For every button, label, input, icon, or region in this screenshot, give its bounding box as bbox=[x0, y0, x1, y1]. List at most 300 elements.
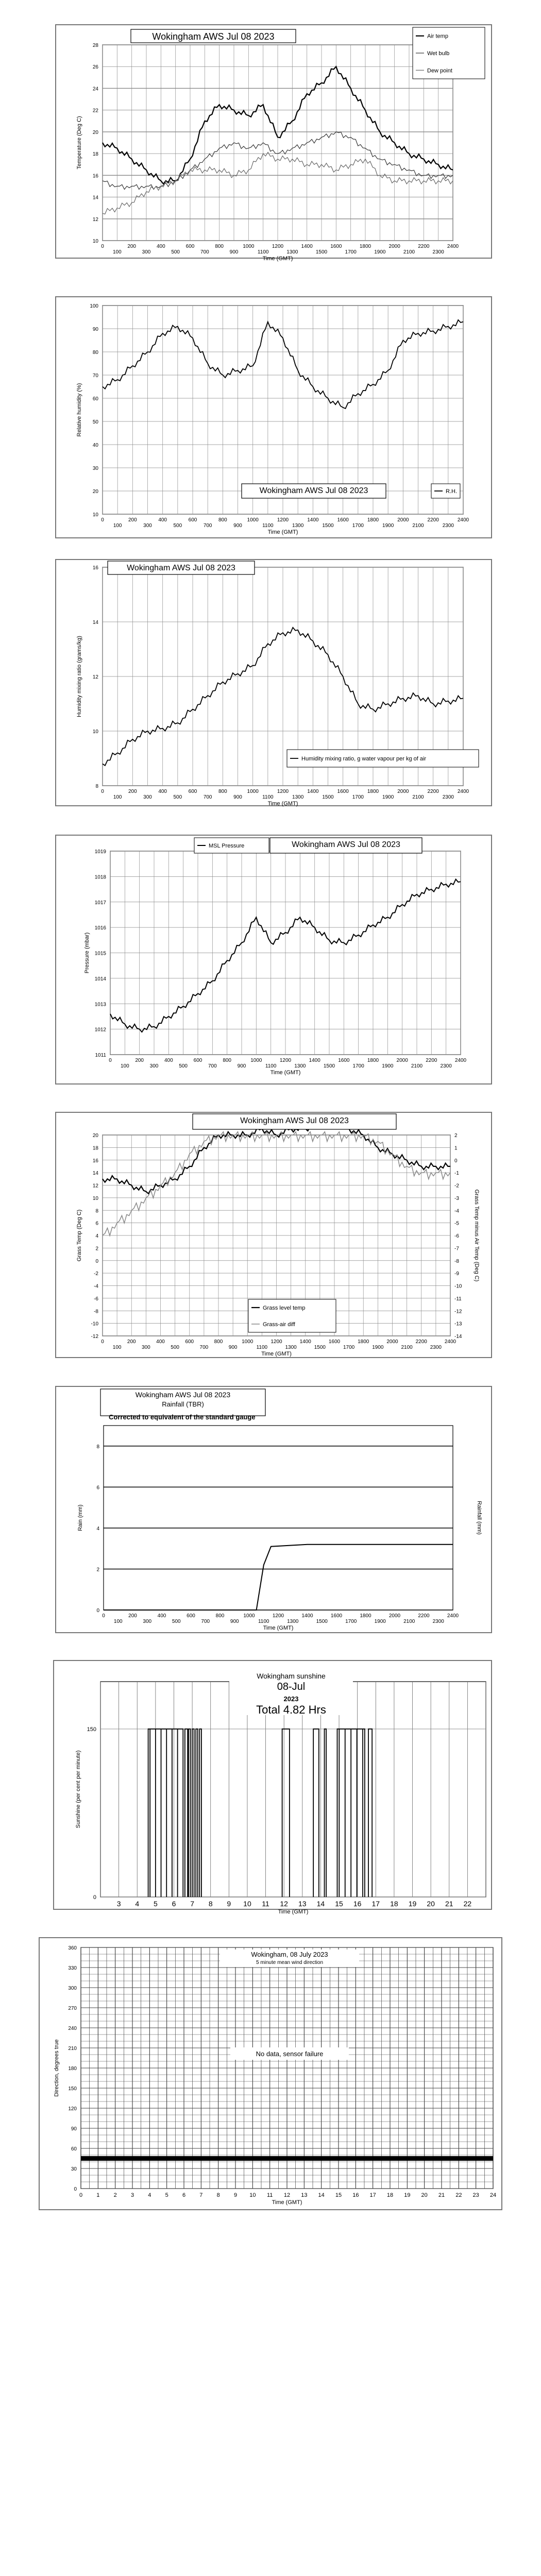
x-tick-label: 2300 bbox=[432, 1619, 444, 1624]
x-tick-label: 1200 bbox=[272, 1613, 284, 1619]
x-tick-label: 300 bbox=[143, 1619, 152, 1624]
x-tick-label: 1300 bbox=[294, 1063, 306, 1069]
x-tick-label: 17 bbox=[369, 2192, 376, 2198]
x-tick-label: 1900 bbox=[382, 794, 394, 800]
y-tick-label: 16 bbox=[92, 173, 98, 179]
y-tick-label: 12 bbox=[92, 216, 98, 223]
x-axis-label: Time (GMT) bbox=[272, 2199, 302, 2206]
chart-year: 2023 bbox=[283, 1695, 299, 1703]
x-tick-label: 1 bbox=[96, 2192, 100, 2198]
x-tick-label: 1600 bbox=[337, 517, 349, 523]
x-tick-label: 100 bbox=[112, 1345, 122, 1350]
x-tick-label: 4 bbox=[135, 1900, 140, 1908]
mixing-ratio-chart-panel bbox=[55, 559, 492, 806]
y-tick-label: 10 bbox=[92, 239, 98, 244]
x-tick-label: 900 bbox=[233, 794, 242, 800]
x-tick-label: 1800 bbox=[367, 789, 379, 794]
x-tick-label: 1300 bbox=[287, 1619, 299, 1624]
y-tick-label: 60 bbox=[71, 2146, 77, 2152]
x-tick-label: 600 bbox=[188, 789, 197, 794]
x-tick-label: 11 bbox=[266, 2192, 273, 2198]
x-tick-label: 5 bbox=[165, 2192, 168, 2198]
y-tick-label: 1011 bbox=[95, 1053, 106, 1058]
x-tick-label: 22 bbox=[455, 2192, 462, 2198]
x-tick-label: 14 bbox=[318, 2192, 325, 2198]
x-tick-label: 100 bbox=[112, 249, 122, 255]
x-tick-label: 2000 bbox=[397, 517, 409, 523]
x-axis-label: Time (GMT) bbox=[261, 1351, 292, 1357]
x-tick-label: 2300 bbox=[432, 249, 444, 255]
x-tick-label: 1500 bbox=[322, 523, 334, 529]
x-tick-label: 1300 bbox=[292, 794, 304, 800]
x-tick-label: 1400 bbox=[301, 244, 313, 249]
x-tick-label: 1700 bbox=[352, 794, 364, 800]
x-tick-label: 7 bbox=[199, 2192, 203, 2198]
y-tick-label: 14 bbox=[92, 620, 98, 625]
legend-label: Wet bulb bbox=[427, 50, 450, 57]
x-tick-label: 1200 bbox=[272, 244, 284, 249]
x-tick-label: 2000 bbox=[388, 1613, 401, 1619]
y-tick-label: 80 bbox=[92, 350, 98, 355]
x-tick-label: 1200 bbox=[270, 1339, 282, 1345]
y2-tick-label: -2 bbox=[454, 1183, 459, 1189]
y-tick-label: 20 bbox=[92, 129, 98, 135]
x-tick-label: 1500 bbox=[322, 794, 334, 800]
x-tick-label: 500 bbox=[171, 1345, 179, 1350]
x-tick-label: 500 bbox=[179, 1063, 188, 1069]
x-tick-label: 13 bbox=[301, 2192, 308, 2198]
y-tick-label: 20 bbox=[92, 1133, 98, 1139]
y-tick-label: 120 bbox=[68, 2106, 77, 2112]
x-tick-label: 100 bbox=[113, 1619, 123, 1624]
x-tick-label: 0 bbox=[101, 1339, 104, 1345]
y-tick-label: 50 bbox=[92, 419, 98, 425]
x-tick-label: 10 bbox=[249, 2192, 256, 2198]
x-tick-label: 600 bbox=[187, 1613, 195, 1619]
x-tick-label: 100 bbox=[120, 1063, 129, 1069]
y-tick-label: 10 bbox=[92, 729, 98, 735]
y-tick-label: 100 bbox=[90, 303, 98, 309]
x-tick-label: 1900 bbox=[374, 249, 386, 255]
chart-title: Wokingham sunshine bbox=[257, 1672, 326, 1680]
chart-note: No data, sensor failure bbox=[256, 2050, 324, 2058]
x-tick-label: 800 bbox=[218, 517, 227, 523]
y-tick-label: 8 bbox=[96, 1444, 99, 1450]
wind-direction-chart-panel bbox=[39, 1937, 502, 2210]
y-axis-label-right: Rainfall (mm) bbox=[476, 1501, 482, 1535]
legend-label: Humidity mixing ratio, g water vapour per kg of air bbox=[301, 756, 427, 762]
x-tick-label: 1300 bbox=[292, 523, 304, 529]
x-tick-label: 0 bbox=[101, 244, 104, 249]
x-tick-label: 9 bbox=[227, 1900, 231, 1908]
y-axis-label: Humidity mixing ratio (grams/kg) bbox=[76, 636, 82, 717]
x-tick-label: 1800 bbox=[358, 1339, 369, 1345]
x-tick-label: 2100 bbox=[403, 249, 415, 255]
x-tick-label: 2100 bbox=[411, 1063, 423, 1069]
y-tick-label: 270 bbox=[68, 2006, 77, 2011]
chart-title: Wokingham AWS Jul 08 2023 bbox=[292, 840, 400, 849]
x-tick-label: 2000 bbox=[396, 1058, 408, 1063]
y2-tick-label: -14 bbox=[454, 1334, 462, 1340]
x-tick-label: 1200 bbox=[277, 789, 289, 794]
y-axis-label: Pressure (mbar) bbox=[84, 932, 90, 974]
y-tick-label: 30 bbox=[92, 466, 98, 471]
legend-label: R.H. bbox=[446, 488, 457, 495]
x-tick-label: 6 bbox=[182, 2192, 186, 2198]
wind-direction-chart bbox=[40, 1938, 503, 2211]
y-tick-label: 240 bbox=[68, 2026, 77, 2031]
x-tick-label: 2300 bbox=[430, 1345, 442, 1350]
y2-tick-label: -13 bbox=[454, 1321, 462, 1327]
y-tick-label: 1017 bbox=[94, 900, 106, 906]
y-tick-label: 90 bbox=[71, 2126, 77, 2132]
y-tick-label: 26 bbox=[92, 64, 98, 71]
x-tick-label: 3 bbox=[116, 1900, 121, 1908]
rainfall-chart-panel bbox=[55, 1386, 492, 1633]
y-tick-label: 24 bbox=[92, 86, 98, 92]
plot-area bbox=[104, 1426, 453, 1610]
x-tick-label: 400 bbox=[157, 1613, 166, 1619]
x-tick-label: 2100 bbox=[412, 794, 424, 800]
x-tick-label: 0 bbox=[101, 789, 104, 794]
x-tick-label: 1600 bbox=[330, 1613, 343, 1619]
y-tick-label: 30 bbox=[71, 2166, 77, 2172]
x-tick-label: 18 bbox=[386, 2192, 394, 2198]
x-tick-label: 2200 bbox=[418, 1613, 430, 1619]
chart-title: Wokingham AWS Jul 08 2023 bbox=[127, 564, 235, 572]
y-tick-label: 1016 bbox=[94, 925, 106, 931]
x-tick-label: 600 bbox=[188, 517, 197, 523]
y-tick-label: 8 bbox=[95, 1208, 98, 1214]
x-tick-label: 400 bbox=[158, 517, 167, 523]
x-tick-label: 3 bbox=[130, 2192, 134, 2198]
y-tick-label: 22 bbox=[92, 108, 98, 114]
x-tick-label: 500 bbox=[172, 1619, 181, 1624]
y-axis-label: Relative humidity (%) bbox=[76, 383, 82, 437]
x-tick-label: 1900 bbox=[382, 523, 394, 529]
x-tick-label: 400 bbox=[156, 1339, 165, 1345]
x-tick-label: 200 bbox=[128, 789, 137, 794]
x-tick-label: 300 bbox=[143, 794, 152, 800]
y-tick-label: 0 bbox=[95, 1258, 98, 1264]
x-tick-label: 2200 bbox=[418, 244, 430, 249]
x-tick-label: 1600 bbox=[337, 789, 349, 794]
x-tick-label: 1700 bbox=[345, 249, 357, 255]
chart-title: Wokingham AWS Jul 08 2023 bbox=[152, 31, 275, 42]
x-tick-label: 2400 bbox=[447, 1613, 459, 1619]
y-axis-label-right: Grass Temp minus Air Temp (Deg C) bbox=[474, 1189, 480, 1282]
y-tick-label: 300 bbox=[68, 1986, 77, 1991]
x-tick-label: 1100 bbox=[262, 523, 274, 529]
x-tick-label: 1400 bbox=[301, 1613, 313, 1619]
y-axis-label: Rain (mm) bbox=[77, 1504, 83, 1531]
x-tick-label: 9 bbox=[233, 2192, 238, 2198]
x-tick-label: 1000 bbox=[243, 1613, 255, 1619]
x-tick-label: 1800 bbox=[359, 244, 371, 249]
x-tick-label: 5 bbox=[153, 1900, 158, 1908]
x-tick-label: 19 bbox=[404, 2192, 411, 2198]
x-tick-label: 1800 bbox=[367, 517, 379, 523]
x-tick-label: 800 bbox=[214, 1339, 223, 1345]
x-tick-label: 2200 bbox=[427, 517, 439, 523]
x-tick-label: 16 bbox=[353, 1900, 362, 1908]
x-tick-label: 13 bbox=[298, 1900, 307, 1908]
y-tick-label: 4 bbox=[96, 1526, 99, 1532]
y-tick-label: 1019 bbox=[94, 849, 106, 855]
x-axis-label: Time (GMT) bbox=[270, 1070, 301, 1076]
y2-tick-label: -4 bbox=[454, 1208, 459, 1214]
x-tick-label: 2100 bbox=[412, 523, 424, 529]
y-axis-label: Direction, degrees true bbox=[54, 2039, 60, 2097]
y-tick-label: 1013 bbox=[94, 1002, 106, 1008]
x-tick-label: 1300 bbox=[286, 249, 298, 255]
x-tick-label: 21 bbox=[445, 1900, 453, 1908]
x-tick-label: 19 bbox=[408, 1900, 417, 1908]
x-tick-label: 600 bbox=[185, 1339, 194, 1345]
x-tick-label: 900 bbox=[228, 1345, 238, 1350]
y-tick-label: 90 bbox=[92, 327, 98, 332]
y-tick-label: -12 bbox=[91, 1334, 98, 1340]
y-tick-label: 12 bbox=[92, 1183, 98, 1189]
x-tick-label: 18 bbox=[390, 1900, 398, 1908]
x-tick-label: 1900 bbox=[372, 1345, 384, 1350]
x-tick-label: 2200 bbox=[426, 1058, 437, 1063]
x-tick-label: 1100 bbox=[258, 1619, 269, 1624]
x-tick-label: 21 bbox=[438, 2192, 445, 2198]
y-tick-label: -6 bbox=[94, 1296, 98, 1302]
x-tick-label: 300 bbox=[143, 523, 152, 529]
y-tick-label: 6 bbox=[96, 1485, 99, 1491]
x-tick-label: 1300 bbox=[285, 1345, 297, 1350]
x-tick-label: 2400 bbox=[454, 1058, 467, 1063]
y-tick-label: 4 bbox=[95, 1233, 98, 1239]
x-tick-label: 1700 bbox=[352, 1063, 364, 1069]
y-tick-label: 150 bbox=[68, 2086, 77, 2092]
y-tick-label: 8 bbox=[95, 784, 98, 789]
x-tick-label: 800 bbox=[215, 244, 224, 249]
y-tick-label: 14 bbox=[92, 195, 98, 201]
x-tick-label: 900 bbox=[233, 523, 242, 529]
x-tick-label: 12 bbox=[283, 2192, 291, 2198]
x-tick-label: 11 bbox=[262, 1900, 269, 1908]
y2-tick-label: -3 bbox=[454, 1195, 459, 1201]
x-tick-label: 400 bbox=[158, 789, 167, 794]
y-tick-label: 210 bbox=[68, 2046, 77, 2052]
y-tick-label: 70 bbox=[92, 373, 98, 379]
x-axis-label: Time (GMT) bbox=[263, 1625, 294, 1631]
x-tick-label: 1900 bbox=[374, 1619, 386, 1624]
chart-subtitle: 08-Jul bbox=[277, 1681, 306, 1692]
x-tick-label: 2100 bbox=[403, 1619, 415, 1624]
x-tick-label: 1500 bbox=[316, 1619, 328, 1624]
chart-title: Wokingham, 08 July 2023 bbox=[251, 1951, 328, 1958]
x-tick-label: 16 bbox=[352, 2192, 359, 2198]
x-tick-label: 8 bbox=[216, 2192, 220, 2198]
x-tick-label: 24 bbox=[489, 2192, 497, 2198]
legend-label: Air temp bbox=[427, 33, 448, 40]
x-tick-label: 800 bbox=[218, 789, 227, 794]
x-tick-label: 1800 bbox=[367, 1058, 379, 1063]
y-tick-label: 18 bbox=[92, 151, 98, 158]
x-tick-label: 1500 bbox=[315, 249, 328, 255]
x-tick-label: 200 bbox=[127, 1339, 136, 1345]
sunshine-chart-panel bbox=[53, 1660, 492, 1915]
x-tick-label: 1000 bbox=[247, 517, 259, 523]
y-tick-label: -2 bbox=[94, 1271, 98, 1277]
x-tick-label: 1200 bbox=[277, 517, 289, 523]
x-tick-label: 2200 bbox=[427, 789, 439, 794]
y-tick-label: 16 bbox=[92, 565, 98, 571]
chart-title: Wokingham AWS Jul 08 2023 bbox=[240, 1116, 349, 1125]
x-axis-label: Time (GMT) bbox=[278, 1909, 309, 1915]
y-tick-label: -4 bbox=[94, 1283, 98, 1290]
x-tick-label: 300 bbox=[142, 249, 151, 255]
x-tick-label: 20 bbox=[421, 2192, 428, 2198]
x-tick-label: 2400 bbox=[457, 517, 469, 523]
x-tick-label: 1500 bbox=[323, 1063, 335, 1069]
x-tick-label: 12 bbox=[280, 1900, 288, 1908]
x-tick-label: 2100 bbox=[401, 1345, 413, 1350]
y-axis-label: Sunshine (per cent per minute) bbox=[75, 1750, 81, 1828]
y-tick-label: 360 bbox=[68, 1945, 77, 1951]
y2-tick-label: 2 bbox=[454, 1133, 458, 1139]
x-tick-label: 1400 bbox=[307, 517, 319, 523]
y2-tick-label: 1 bbox=[454, 1145, 458, 1151]
x-tick-label: 14 bbox=[316, 1900, 325, 1908]
y-tick-label: -10 bbox=[91, 1321, 98, 1327]
y-tick-label: 16 bbox=[92, 1158, 98, 1164]
x-tick-label: 8 bbox=[208, 1900, 213, 1908]
x-tick-label: 0 bbox=[79, 2192, 83, 2198]
y-tick-label: 6 bbox=[95, 1221, 98, 1227]
y-tick-label: 1018 bbox=[94, 874, 106, 880]
x-tick-label: 0 bbox=[109, 1058, 112, 1063]
y-tick-label: 2 bbox=[96, 1567, 99, 1573]
chart-title: Wokingham AWS Jul 08 2023 bbox=[135, 1391, 231, 1399]
y-tick-label: 20 bbox=[92, 489, 98, 495]
x-tick-label: 0 bbox=[101, 517, 104, 523]
grass-temp-chart bbox=[56, 1113, 493, 1359]
x-tick-label: 6 bbox=[172, 1900, 176, 1908]
x-tick-label: 200 bbox=[128, 517, 137, 523]
x-tick-label: 600 bbox=[185, 244, 195, 249]
x-tick-label: 2000 bbox=[386, 1339, 398, 1345]
y-tick-label: 40 bbox=[92, 443, 98, 448]
x-tick-label: 700 bbox=[203, 794, 212, 800]
x-tick-label: 2300 bbox=[442, 523, 454, 529]
x-tick-label: 800 bbox=[215, 1613, 225, 1619]
y-tick-label: 60 bbox=[92, 396, 98, 402]
x-tick-label: 1000 bbox=[247, 789, 259, 794]
y-tick-label: 0 bbox=[93, 1894, 96, 1901]
y2-tick-label: -7 bbox=[454, 1246, 459, 1252]
y-tick-label: 18 bbox=[92, 1145, 98, 1151]
x-tick-label: 22 bbox=[463, 1900, 472, 1908]
humidity-chart bbox=[56, 297, 493, 539]
y-tick-label: 180 bbox=[68, 2066, 77, 2072]
y-tick-label: 2 bbox=[95, 1246, 98, 1252]
x-tick-label: 1200 bbox=[279, 1058, 292, 1063]
x-tick-label: 1100 bbox=[257, 249, 269, 255]
x-tick-label: 15 bbox=[335, 2192, 342, 2198]
x-tick-label: 900 bbox=[229, 249, 239, 255]
x-tick-label: 300 bbox=[149, 1063, 159, 1069]
x-tick-label: 1100 bbox=[262, 794, 274, 800]
y-tick-label: 1012 bbox=[94, 1027, 106, 1033]
x-tick-label: 700 bbox=[201, 1619, 210, 1624]
x-tick-label: 1000 bbox=[242, 1339, 253, 1345]
temperature-chart-panel bbox=[55, 24, 492, 262]
x-tick-label: 700 bbox=[208, 1063, 217, 1069]
temperature-chart bbox=[56, 25, 493, 260]
humidity-chart-panel bbox=[55, 296, 492, 538]
chart-subtitle: Rainfall (TBR) bbox=[162, 1400, 204, 1408]
x-tick-label: 17 bbox=[371, 1900, 380, 1908]
x-tick-label: 800 bbox=[223, 1058, 232, 1063]
x-tick-label: 1100 bbox=[265, 1063, 277, 1069]
x-tick-label: 10 bbox=[243, 1900, 251, 1908]
rainfall-chart bbox=[56, 1387, 493, 1634]
x-tick-label: 1900 bbox=[382, 1063, 394, 1069]
x-tick-label: 600 bbox=[193, 1058, 202, 1063]
legend-label: Grass level temp bbox=[263, 1305, 306, 1311]
y-tick-label: 10 bbox=[92, 512, 98, 518]
chart-note: Corrected to equivalent of the standard gauge bbox=[109, 1413, 256, 1421]
x-tick-label: 500 bbox=[173, 523, 182, 529]
x-tick-label: 2 bbox=[113, 2192, 117, 2198]
x-tick-label: 200 bbox=[127, 244, 137, 249]
x-axis-label: Time (GMT) bbox=[262, 256, 293, 262]
legend-label: Dew point bbox=[427, 67, 452, 74]
y-tick-label: -8 bbox=[94, 1309, 98, 1315]
y-axis-label: Temperature (Deg C) bbox=[76, 116, 82, 170]
grass-temp-chart-panel bbox=[55, 1112, 492, 1358]
x-tick-label: 1600 bbox=[338, 1058, 350, 1063]
x-tick-label: 1000 bbox=[250, 1058, 262, 1063]
y-tick-label: 150 bbox=[87, 1726, 96, 1733]
x-tick-label: 2400 bbox=[457, 789, 469, 794]
x-tick-label: 2400 bbox=[447, 244, 459, 249]
x-tick-label: 200 bbox=[135, 1058, 144, 1063]
x-tick-label: 1400 bbox=[307, 789, 319, 794]
x-axis-label: Time (GMT) bbox=[267, 529, 298, 535]
x-tick-label: 23 bbox=[472, 2192, 479, 2198]
x-tick-label: 0 bbox=[102, 1613, 105, 1619]
chart-total: Total 4.82 Hrs bbox=[256, 1703, 326, 1716]
pressure-chart-panel bbox=[55, 835, 492, 1084]
y-tick-label: 14 bbox=[92, 1171, 98, 1177]
x-tick-label: 700 bbox=[199, 1345, 209, 1350]
x-tick-label: 15 bbox=[335, 1900, 343, 1908]
x-tick-label: 1800 bbox=[360, 1613, 371, 1619]
x-tick-label: 1100 bbox=[256, 1345, 268, 1350]
x-tick-label: 1500 bbox=[314, 1345, 326, 1350]
x-tick-label: 500 bbox=[173, 794, 182, 800]
y-tick-label: 28 bbox=[92, 43, 98, 48]
x-tick-label: 1000 bbox=[243, 244, 255, 249]
x-tick-label: 900 bbox=[237, 1063, 246, 1069]
x-tick-label: 4 bbox=[148, 2192, 151, 2198]
x-tick-label: 100 bbox=[113, 523, 122, 529]
x-tick-label: 500 bbox=[171, 249, 180, 255]
y-tick-label: 1015 bbox=[94, 951, 106, 957]
x-tick-label: 100 bbox=[113, 794, 122, 800]
y-tick-label: 12 bbox=[92, 674, 98, 680]
x-tick-label: 400 bbox=[164, 1058, 173, 1063]
x-tick-label: 200 bbox=[128, 1613, 137, 1619]
pressure-chart bbox=[56, 836, 493, 1086]
x-tick-label: 400 bbox=[156, 244, 165, 249]
